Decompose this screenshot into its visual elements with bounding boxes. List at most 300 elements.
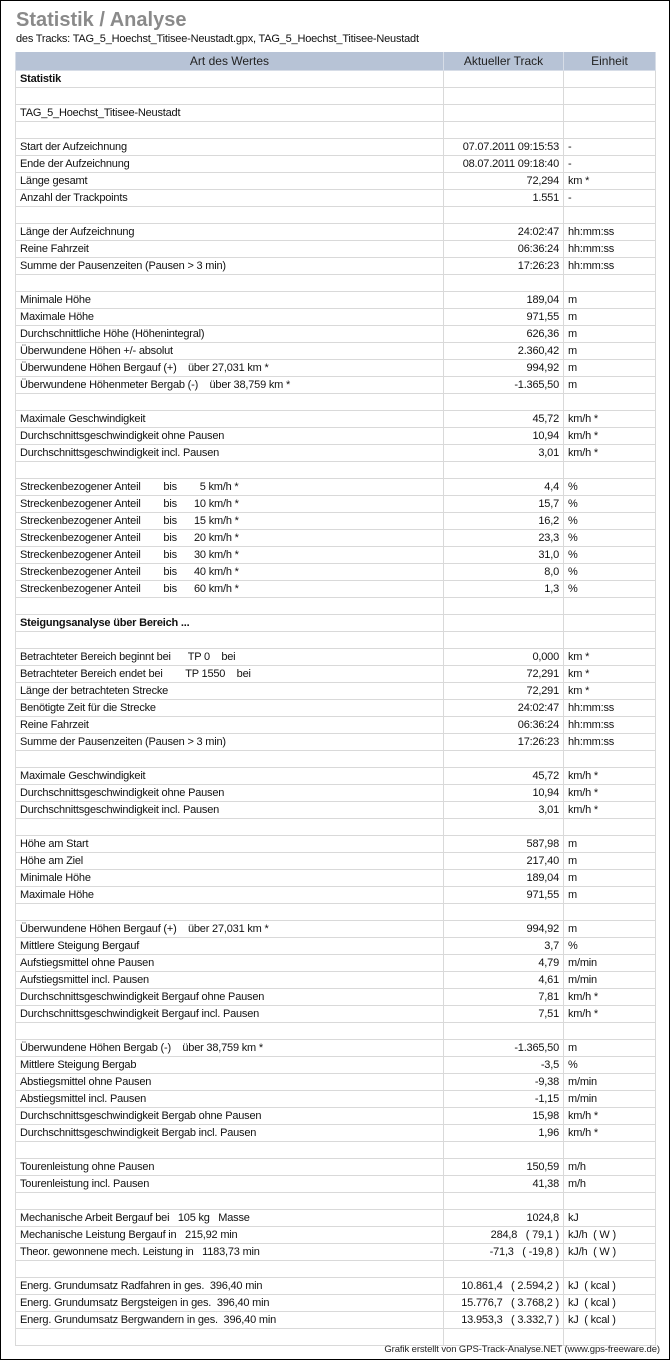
row-label bbox=[16, 88, 444, 105]
row-label: Durchschnittsgeschwindigkeit Bergab incl. Pausen bbox=[16, 1125, 444, 1142]
row-value: 08.07.2011 09:18:40 bbox=[444, 156, 564, 173]
row-unit: m/h bbox=[564, 1159, 656, 1176]
table-row bbox=[16, 1057, 656, 1074]
page-subtitle: des Tracks: TAG_5_Hoechst_Titisee-Neustadt.gpx, TAG_5_Hoechst_Titisee-Neustadt bbox=[16, 33, 419, 45]
row-unit bbox=[564, 1329, 656, 1346]
row-unit: m bbox=[564, 921, 656, 938]
table-row bbox=[16, 309, 656, 326]
section-header-row bbox=[16, 615, 656, 632]
row-value bbox=[444, 105, 564, 122]
row-value: -1.365,50 bbox=[444, 377, 564, 394]
table-row bbox=[16, 717, 656, 734]
row-unit bbox=[564, 632, 656, 649]
table-row bbox=[16, 428, 656, 445]
row-label: Steigungsanalyse über Bereich ... bbox=[16, 615, 444, 632]
row-label: Ende der Aufzeichnung bbox=[16, 156, 444, 173]
row-label: Reine Fahrzeit bbox=[16, 717, 444, 734]
row-label: Streckenbezogener Anteil bis 15 km/h * bbox=[16, 513, 444, 530]
row-value: -3,5 bbox=[444, 1057, 564, 1074]
row-unit: % bbox=[564, 1057, 656, 1074]
row-unit: km/h * bbox=[564, 445, 656, 462]
row-unit: m bbox=[564, 343, 656, 360]
row-label bbox=[16, 207, 444, 224]
table-row bbox=[16, 1176, 656, 1193]
table-row bbox=[16, 241, 656, 258]
row-value: 10,94 bbox=[444, 785, 564, 802]
table-row bbox=[16, 700, 656, 717]
row-value bbox=[444, 1261, 564, 1278]
page-title: Statistik / Analyse bbox=[16, 9, 187, 31]
table-row bbox=[16, 173, 656, 190]
table-row bbox=[16, 513, 656, 530]
row-value bbox=[444, 88, 564, 105]
row-label bbox=[16, 632, 444, 649]
section-header-row bbox=[16, 71, 656, 88]
row-value: 4,4 bbox=[444, 479, 564, 496]
row-value: 24:02:47 bbox=[444, 700, 564, 717]
row-unit bbox=[564, 904, 656, 921]
row-unit: % bbox=[564, 496, 656, 513]
row-value: 4,79 bbox=[444, 955, 564, 972]
row-label: Start der Aufzeichnung bbox=[16, 139, 444, 156]
row-label: Durchschnittsgeschwindigkeit ohne Pausen bbox=[16, 428, 444, 445]
table-row bbox=[16, 462, 656, 479]
row-label: Überwundene Höhen Bergauf (+) über 27,031 km * bbox=[16, 360, 444, 377]
row-value: 284,8 ( 79,1 ) bbox=[444, 1227, 564, 1244]
row-label: Durchschnittsgeschwindigkeit incl. Pausen bbox=[16, 802, 444, 819]
row-label bbox=[16, 394, 444, 411]
row-value: 150,59 bbox=[444, 1159, 564, 1176]
row-unit: m bbox=[564, 326, 656, 343]
row-value bbox=[444, 904, 564, 921]
row-label: Minimale Höhe bbox=[16, 292, 444, 309]
row-value: 72,291 bbox=[444, 666, 564, 683]
row-value: 4,61 bbox=[444, 972, 564, 989]
row-label: Aufstiegsmittel incl. Pausen bbox=[16, 972, 444, 989]
row-value: 3,01 bbox=[444, 802, 564, 819]
table-row bbox=[16, 1210, 656, 1227]
row-unit bbox=[564, 394, 656, 411]
row-value: 17:26:23 bbox=[444, 258, 564, 275]
row-unit bbox=[564, 207, 656, 224]
row-unit: kJ ( kcal ) bbox=[564, 1312, 656, 1329]
row-value: 15,98 bbox=[444, 1108, 564, 1125]
row-value: 189,04 bbox=[444, 292, 564, 309]
row-value: 72,294 bbox=[444, 173, 564, 190]
row-label bbox=[16, 751, 444, 768]
table-row bbox=[16, 1108, 656, 1125]
row-value: -9,38 bbox=[444, 1074, 564, 1091]
row-value: 41,38 bbox=[444, 1176, 564, 1193]
row-label: Durchschnittsgeschwindigkeit Bergab ohne Pausen bbox=[16, 1108, 444, 1125]
row-unit: hh:mm:ss bbox=[564, 700, 656, 717]
row-unit: km * bbox=[564, 666, 656, 683]
row-unit bbox=[564, 105, 656, 122]
row-unit: km * bbox=[564, 173, 656, 190]
row-unit bbox=[564, 71, 656, 88]
table-row bbox=[16, 122, 656, 139]
table-row bbox=[16, 751, 656, 768]
table-row bbox=[16, 853, 656, 870]
column-header-type: Art des Wertes bbox=[16, 52, 444, 71]
row-value bbox=[444, 615, 564, 632]
row-value: 06:36:24 bbox=[444, 717, 564, 734]
row-label: Statistik bbox=[16, 71, 444, 88]
row-label: Abstiegsmittel ohne Pausen bbox=[16, 1074, 444, 1091]
row-unit: kJ/h ( W ) bbox=[564, 1244, 656, 1261]
row-unit: km/h * bbox=[564, 1108, 656, 1125]
row-value: 971,55 bbox=[444, 887, 564, 904]
row-value: 7,51 bbox=[444, 1006, 564, 1023]
table-body bbox=[16, 71, 656, 1346]
row-label: Streckenbezogener Anteil bis 20 km/h * bbox=[16, 530, 444, 547]
row-unit: km/h * bbox=[564, 1006, 656, 1023]
row-label: Überwundene Höhen +/- absolut bbox=[16, 343, 444, 360]
row-value bbox=[444, 1142, 564, 1159]
row-label: Aufstiegsmittel ohne Pausen bbox=[16, 955, 444, 972]
row-value: -1,15 bbox=[444, 1091, 564, 1108]
table-row bbox=[16, 683, 656, 700]
table-row bbox=[16, 1295, 656, 1312]
table-row bbox=[16, 377, 656, 394]
row-unit: m bbox=[564, 377, 656, 394]
row-value: 2.360,42 bbox=[444, 343, 564, 360]
row-unit: kJ ( kcal ) bbox=[564, 1278, 656, 1295]
row-value: 971,55 bbox=[444, 309, 564, 326]
row-unit: km/h * bbox=[564, 785, 656, 802]
row-value bbox=[444, 122, 564, 139]
row-unit: km/h * bbox=[564, 989, 656, 1006]
row-label: Durchschnittliche Höhe (Höhenintegral) bbox=[16, 326, 444, 343]
row-label: Streckenbezogener Anteil bis 5 km/h * bbox=[16, 479, 444, 496]
row-label: Theor. gewonnene mech. Leistung in 1183,73 min bbox=[16, 1244, 444, 1261]
table-row bbox=[16, 904, 656, 921]
row-unit: hh:mm:ss bbox=[564, 717, 656, 734]
row-unit bbox=[564, 615, 656, 632]
row-value: 45,72 bbox=[444, 411, 564, 428]
table-row bbox=[16, 1329, 656, 1346]
row-label: Streckenbezogener Anteil bis 60 km/h * bbox=[16, 581, 444, 598]
row-unit: m bbox=[564, 309, 656, 326]
row-unit: % bbox=[564, 513, 656, 530]
row-value: 15,7 bbox=[444, 496, 564, 513]
row-unit bbox=[564, 1142, 656, 1159]
row-label bbox=[16, 275, 444, 292]
table-row bbox=[16, 326, 656, 343]
row-label bbox=[16, 904, 444, 921]
row-value bbox=[444, 462, 564, 479]
row-value: 23,3 bbox=[444, 530, 564, 547]
row-unit: m/min bbox=[564, 955, 656, 972]
row-unit: hh:mm:ss bbox=[564, 224, 656, 241]
footer-credit: Grafik erstellt von GPS-Track-Analyse.NET (www.gps-freeware.de) bbox=[384, 1344, 660, 1355]
row-label: Benötigte Zeit für die Strecke bbox=[16, 700, 444, 717]
row-unit: % bbox=[564, 479, 656, 496]
table-row bbox=[16, 1261, 656, 1278]
table-row bbox=[16, 802, 656, 819]
table-row bbox=[16, 275, 656, 292]
row-unit: km/h * bbox=[564, 1125, 656, 1142]
column-header-unit: Einheit bbox=[564, 52, 656, 71]
row-label: Überwundene Höhenmeter Bergab (-) über 38,759 km * bbox=[16, 377, 444, 394]
row-unit: kJ bbox=[564, 1210, 656, 1227]
table-row bbox=[16, 394, 656, 411]
row-value: 1.551 bbox=[444, 190, 564, 207]
row-label: Tourenleistung ohne Pausen bbox=[16, 1159, 444, 1176]
row-label: Streckenbezogener Anteil bis 30 km/h * bbox=[16, 547, 444, 564]
row-value bbox=[444, 1329, 564, 1346]
table-row bbox=[16, 292, 656, 309]
row-unit: % bbox=[564, 547, 656, 564]
row-label: Maximale Höhe bbox=[16, 309, 444, 326]
table-row bbox=[16, 887, 656, 904]
row-label: Höhe am Start bbox=[16, 836, 444, 853]
table-row bbox=[16, 819, 656, 836]
table-row bbox=[16, 785, 656, 802]
row-label bbox=[16, 122, 444, 139]
row-label: Durchschnittsgeschwindigkeit Bergauf ohne Pausen bbox=[16, 989, 444, 1006]
table-row bbox=[16, 1006, 656, 1023]
row-label: Überwundene Höhen Bergab (-) über 38,759 km * bbox=[16, 1040, 444, 1057]
table-row bbox=[16, 343, 656, 360]
row-label: Maximale Höhe bbox=[16, 887, 444, 904]
row-label: Anzahl der Trackpoints bbox=[16, 190, 444, 207]
table-row bbox=[16, 190, 656, 207]
row-unit: m bbox=[564, 870, 656, 887]
table-row bbox=[16, 530, 656, 547]
row-label bbox=[16, 598, 444, 615]
row-unit: m bbox=[564, 853, 656, 870]
table-row bbox=[16, 1278, 656, 1295]
table-row bbox=[16, 564, 656, 581]
row-value: 3,7 bbox=[444, 938, 564, 955]
table-row bbox=[16, 632, 656, 649]
row-value: 16,2 bbox=[444, 513, 564, 530]
row-unit: hh:mm:ss bbox=[564, 734, 656, 751]
table-row bbox=[16, 581, 656, 598]
row-value bbox=[444, 207, 564, 224]
table-row bbox=[16, 972, 656, 989]
row-value: 07.07.2011 09:15:53 bbox=[444, 139, 564, 156]
table-row bbox=[16, 649, 656, 666]
row-unit: - bbox=[564, 156, 656, 173]
row-label: Streckenbezogener Anteil bis 10 km/h * bbox=[16, 496, 444, 513]
row-unit: - bbox=[564, 190, 656, 207]
table-row bbox=[16, 207, 656, 224]
row-unit bbox=[564, 88, 656, 105]
row-label: Summe der Pausenzeiten (Pausen > 3 min) bbox=[16, 734, 444, 751]
row-label: Minimale Höhe bbox=[16, 870, 444, 887]
row-unit: km/h * bbox=[564, 428, 656, 445]
row-unit bbox=[564, 1023, 656, 1040]
row-label: Durchschnittsgeschwindigkeit ohne Pausen bbox=[16, 785, 444, 802]
table-row bbox=[16, 734, 656, 751]
row-value: 7,81 bbox=[444, 989, 564, 1006]
row-unit: km/h * bbox=[564, 768, 656, 785]
row-label bbox=[16, 462, 444, 479]
row-value: -71,3 ( -19,8 ) bbox=[444, 1244, 564, 1261]
row-value: 587,98 bbox=[444, 836, 564, 853]
table-row bbox=[16, 1091, 656, 1108]
table-row bbox=[16, 1125, 656, 1142]
row-label: Tourenleistung incl. Pausen bbox=[16, 1176, 444, 1193]
row-unit bbox=[564, 598, 656, 615]
row-value: 994,92 bbox=[444, 360, 564, 377]
row-value: -1.365,50 bbox=[444, 1040, 564, 1057]
row-unit bbox=[564, 122, 656, 139]
row-unit bbox=[564, 1261, 656, 1278]
table-row bbox=[16, 1227, 656, 1244]
row-label: Mechanische Leistung Bergauf in 215,92 min bbox=[16, 1227, 444, 1244]
row-unit: hh:mm:ss bbox=[564, 241, 656, 258]
row-unit: m bbox=[564, 1040, 656, 1057]
row-label bbox=[16, 1023, 444, 1040]
row-value: 24:02:47 bbox=[444, 224, 564, 241]
table-row bbox=[16, 598, 656, 615]
row-value: 06:36:24 bbox=[444, 241, 564, 258]
row-value: 45,72 bbox=[444, 768, 564, 785]
row-value: 17:26:23 bbox=[444, 734, 564, 751]
row-label: Streckenbezogener Anteil bis 40 km/h * bbox=[16, 564, 444, 581]
table-row bbox=[16, 1193, 656, 1210]
row-label bbox=[16, 1193, 444, 1210]
row-unit bbox=[564, 275, 656, 292]
row-value bbox=[444, 71, 564, 88]
row-value bbox=[444, 751, 564, 768]
table-row bbox=[16, 666, 656, 683]
row-value: 8,0 bbox=[444, 564, 564, 581]
table-row bbox=[16, 258, 656, 275]
row-unit: kJ ( kcal ) bbox=[564, 1295, 656, 1312]
table-row bbox=[16, 921, 656, 938]
row-value: 1,3 bbox=[444, 581, 564, 598]
row-label: Mittlere Steigung Bergauf bbox=[16, 938, 444, 955]
table-row bbox=[16, 88, 656, 105]
row-value: 13.953,3 ( 3.332,7 ) bbox=[444, 1312, 564, 1329]
row-unit bbox=[564, 751, 656, 768]
table-row bbox=[16, 156, 656, 173]
row-label: Energ. Grundumsatz Bergwandern in ges. 396,40 min bbox=[16, 1312, 444, 1329]
table-header-row bbox=[16, 52, 656, 71]
table-row bbox=[16, 445, 656, 462]
row-unit: % bbox=[564, 938, 656, 955]
row-value: 10.861,4 ( 2.594,2 ) bbox=[444, 1278, 564, 1295]
table-row bbox=[16, 955, 656, 972]
row-label bbox=[16, 819, 444, 836]
row-unit: km/h * bbox=[564, 411, 656, 428]
table-row bbox=[16, 479, 656, 496]
row-label bbox=[16, 1329, 444, 1346]
row-label bbox=[16, 1261, 444, 1278]
row-value: 0,000 bbox=[444, 649, 564, 666]
row-value: 994,92 bbox=[444, 921, 564, 938]
row-value bbox=[444, 632, 564, 649]
row-label: Höhe am Ziel bbox=[16, 853, 444, 870]
row-value: 15.776,7 ( 3.768,2 ) bbox=[444, 1295, 564, 1312]
row-label: Maximale Geschwindigkeit bbox=[16, 768, 444, 785]
row-unit: hh:mm:ss bbox=[564, 258, 656, 275]
row-label: Energ. Grundumsatz Radfahren in ges. 396,40 min bbox=[16, 1278, 444, 1295]
row-label: TAG_5_Hoechst_Titisee-Neustadt bbox=[16, 105, 444, 122]
column-header-current-track: Aktueller Track bbox=[444, 52, 564, 71]
row-unit bbox=[564, 819, 656, 836]
row-unit: - bbox=[564, 139, 656, 156]
row-label: Energ. Grundumsatz Bergsteigen in ges. 396,40 min bbox=[16, 1295, 444, 1312]
row-unit: km * bbox=[564, 683, 656, 700]
table-row bbox=[16, 1142, 656, 1159]
row-unit: m/min bbox=[564, 1091, 656, 1108]
table-row bbox=[16, 224, 656, 241]
row-label: Überwundene Höhen Bergauf (+) über 27,031 km * bbox=[16, 921, 444, 938]
row-label: Summe der Pausenzeiten (Pausen > 3 min) bbox=[16, 258, 444, 275]
statistics-table bbox=[15, 52, 656, 1346]
table-row bbox=[16, 989, 656, 1006]
row-value bbox=[444, 1193, 564, 1210]
row-label: Länge der betrachteten Strecke bbox=[16, 683, 444, 700]
row-unit bbox=[564, 1193, 656, 1210]
row-value: 10,94 bbox=[444, 428, 564, 445]
row-unit: kJ/h ( W ) bbox=[564, 1227, 656, 1244]
row-unit: m/min bbox=[564, 1074, 656, 1091]
table-row bbox=[16, 1159, 656, 1176]
row-label: Mittlere Steigung Bergab bbox=[16, 1057, 444, 1074]
row-label: Länge der Aufzeichnung bbox=[16, 224, 444, 241]
table-row bbox=[16, 1074, 656, 1091]
table-row bbox=[16, 411, 656, 428]
table-row bbox=[16, 360, 656, 377]
row-label: Mechanische Arbeit Bergauf bei 105 kg Masse bbox=[16, 1210, 444, 1227]
row-value: 3,01 bbox=[444, 445, 564, 462]
row-unit: m bbox=[564, 360, 656, 377]
row-unit: % bbox=[564, 581, 656, 598]
table-row bbox=[16, 547, 656, 564]
row-label: Reine Fahrzeit bbox=[16, 241, 444, 258]
row-value: 31,0 bbox=[444, 547, 564, 564]
row-value: 217,40 bbox=[444, 853, 564, 870]
row-value: 1,96 bbox=[444, 1125, 564, 1142]
table-row bbox=[16, 870, 656, 887]
row-value bbox=[444, 819, 564, 836]
row-unit: m/h bbox=[564, 1176, 656, 1193]
row-value: 189,04 bbox=[444, 870, 564, 887]
row-unit: m bbox=[564, 887, 656, 904]
row-label: Länge gesamt bbox=[16, 173, 444, 190]
table-row bbox=[16, 496, 656, 513]
row-label bbox=[16, 1142, 444, 1159]
row-label: Betrachteter Bereich endet bei TP 1550 bei bbox=[16, 666, 444, 683]
row-label: Maximale Geschwindigkeit bbox=[16, 411, 444, 428]
row-unit: m bbox=[564, 292, 656, 309]
row-label: Betrachteter Bereich beginnt bei TP 0 bei bbox=[16, 649, 444, 666]
table-row bbox=[16, 1312, 656, 1329]
row-unit: % bbox=[564, 564, 656, 581]
row-value bbox=[444, 394, 564, 411]
row-value bbox=[444, 1023, 564, 1040]
row-value: 72,291 bbox=[444, 683, 564, 700]
table-row bbox=[16, 105, 656, 122]
table-row bbox=[16, 1040, 656, 1057]
row-unit: km/h * bbox=[564, 802, 656, 819]
row-label: Durchschnittsgeschwindigkeit incl. Pausen bbox=[16, 445, 444, 462]
table-row bbox=[16, 938, 656, 955]
row-unit: km * bbox=[564, 649, 656, 666]
row-label: Abstiegsmittel incl. Pausen bbox=[16, 1091, 444, 1108]
row-unit bbox=[564, 462, 656, 479]
table-row bbox=[16, 836, 656, 853]
table-row bbox=[16, 1023, 656, 1040]
row-value: 1024,8 bbox=[444, 1210, 564, 1227]
row-unit: % bbox=[564, 530, 656, 547]
